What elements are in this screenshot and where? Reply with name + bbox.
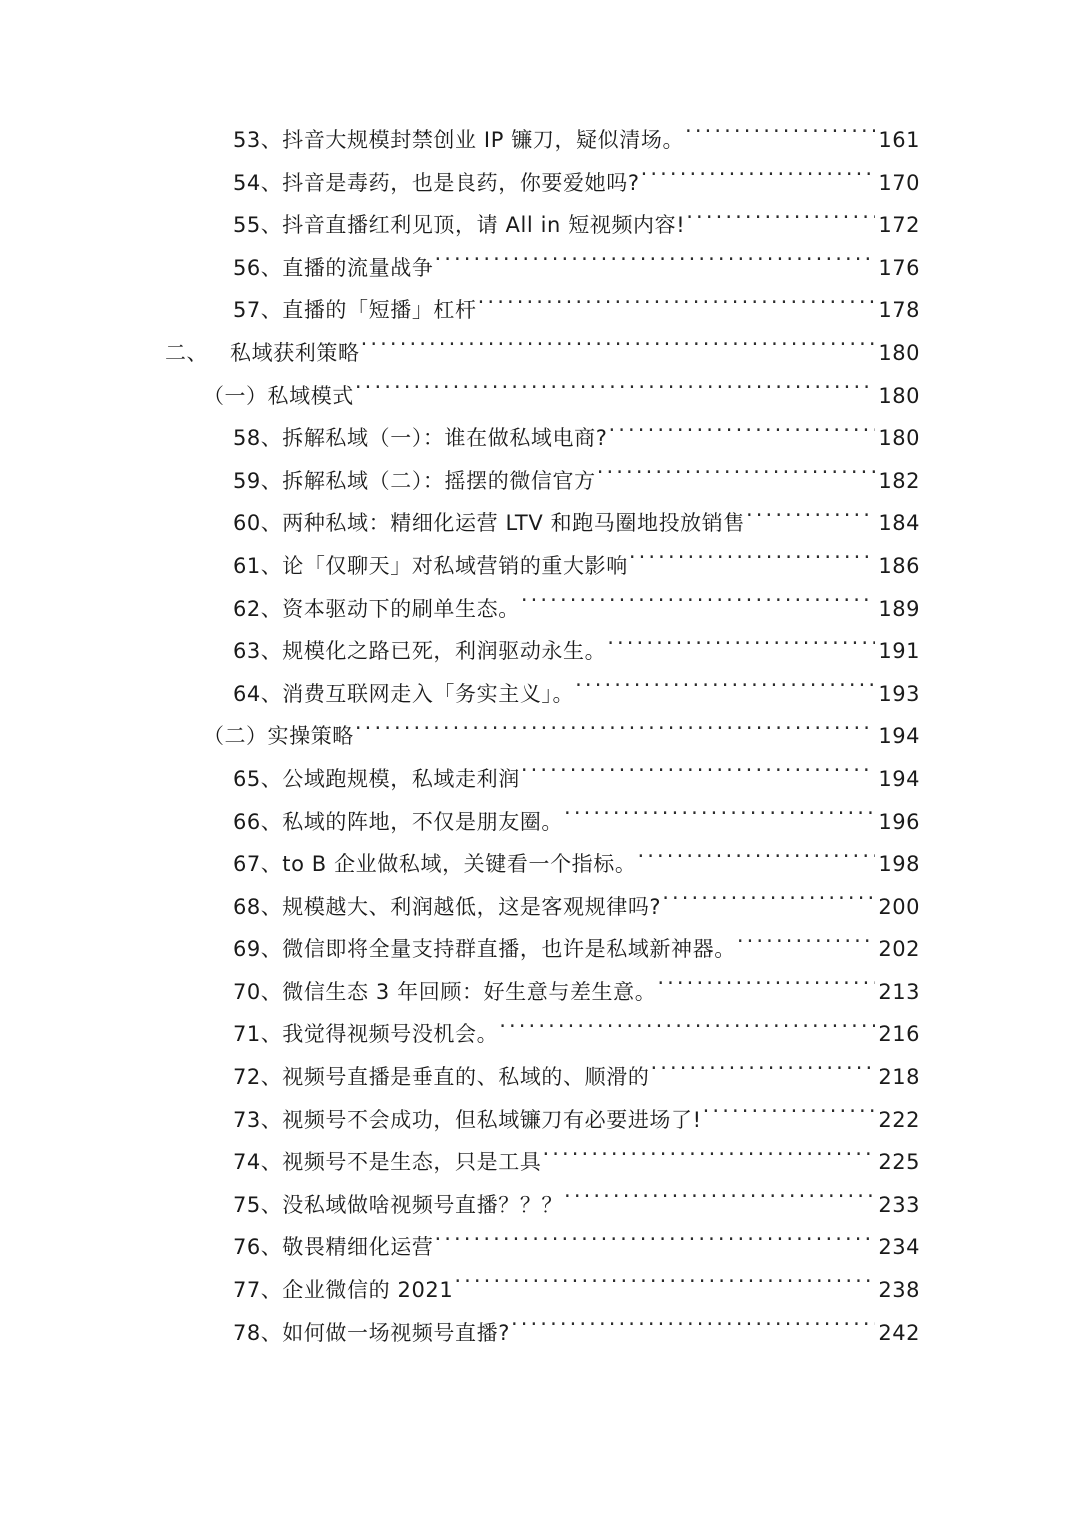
- toc-entry-title: 微信即将全量支持群直播，也许是私域新神器。: [282, 937, 736, 962]
- toc-entry-number: （二）: [203, 724, 268, 749]
- toc-entry-title: 消费互联网走入「务实主义」。: [282, 681, 575, 706]
- toc-entry-page-number: 193: [878, 681, 920, 706]
- toc-entry-title: 抖音是毒药，也是良药，你要爱她吗?: [282, 170, 640, 195]
- toc-entry-number: 57、: [233, 298, 283, 323]
- toc-leader-dots: [564, 808, 875, 829]
- toc-entry-number: 56、: [233, 255, 283, 280]
- toc-entry[interactable]: [0, 545, 1080, 588]
- toc-entry-title: 微信生态 3 年回顾：好生意与差生意。: [282, 979, 657, 1004]
- toc-entry[interactable]: [0, 417, 1080, 460]
- toc-leader-dots: [478, 296, 875, 317]
- toc-entry-title: 拆解私域（一）：谁在做私域电商?: [282, 426, 608, 451]
- toc-entry-title: to B 企业做私域，关键看一个指标。: [282, 852, 637, 877]
- toc-entry[interactable]: [0, 843, 1080, 886]
- toc-entry[interactable]: [0, 1013, 1080, 1056]
- toc-entry-title: 直播的「短播」杠杆: [282, 298, 477, 323]
- toc-entry-page-number: 180: [878, 383, 920, 408]
- toc-leader-dots: [597, 467, 875, 488]
- toc-entry-page-number: 213: [878, 979, 920, 1004]
- toc-entry-title: 私域模式: [267, 383, 354, 408]
- toc-entry[interactable]: [0, 460, 1080, 503]
- toc-entry-page-number: 178: [878, 298, 920, 323]
- toc-entry-number: 75、: [233, 1192, 283, 1217]
- toc-entry-number: 65、: [233, 766, 283, 791]
- toc-entry-page-number: 225: [878, 1150, 920, 1175]
- toc-entry-page-number: 180: [878, 426, 920, 451]
- toc-entry[interactable]: [0, 971, 1080, 1014]
- toc-entry-number: 77、: [233, 1278, 283, 1303]
- toc-entry-title: 两种私域：精细化运营 LTV 和跑马圈地投放销售: [282, 511, 745, 536]
- toc-entry-number: 72、: [233, 1065, 283, 1090]
- toc-entry-number: 59、: [233, 468, 283, 493]
- toc-leader-dots: [542, 1148, 875, 1169]
- toc-entry-title: 资本驱动下的刷单生态。: [282, 596, 520, 621]
- toc-entry[interactable]: [0, 673, 1080, 716]
- toc-entry[interactable]: [0, 162, 1080, 205]
- toc-entry-number: 62、: [233, 596, 283, 621]
- toc-entry[interactable]: [0, 1226, 1080, 1269]
- toc-entry-page-number: 218: [878, 1065, 920, 1090]
- toc-leader-dots: [575, 680, 875, 701]
- toc-leader-dots: [662, 893, 875, 914]
- toc-entry-page-number: 184: [878, 511, 920, 536]
- toc-entry-title: 规模化之路已死，利润驱动永生。: [282, 639, 607, 664]
- toc-entry-number: 63、: [233, 639, 283, 664]
- toc-entry-page-number: 200: [878, 894, 920, 919]
- toc-leader-dots: [521, 765, 875, 786]
- toc-leader-dots: [361, 339, 875, 360]
- toc-leader-dots: [686, 211, 875, 232]
- toc-entry-number: 二、: [165, 340, 208, 365]
- toc-entry-number: 66、: [233, 809, 283, 834]
- toc-entry-number: 69、: [233, 937, 283, 962]
- toc-entry-page-number: 180: [878, 340, 920, 365]
- toc-entry-title: 没私域做啥视频号直播？？？: [282, 1192, 564, 1217]
- toc-leader-dots: [434, 254, 875, 275]
- toc-entry-page-number: 233: [878, 1192, 920, 1217]
- toc-entry-title: 直播的流量战争: [282, 255, 434, 280]
- toc-leader-dots: [608, 424, 875, 445]
- toc-leader-dots: [685, 126, 875, 147]
- table-of-contents: [0, 119, 1080, 1354]
- toc-leader-dots: [637, 850, 875, 871]
- toc-entry-number: 58、: [233, 426, 283, 451]
- toc-entry-page-number: 196: [878, 809, 920, 834]
- toc-entry[interactable]: [0, 758, 1080, 801]
- toc-entry[interactable]: [0, 119, 1080, 162]
- toc-leader-dots: [434, 1233, 875, 1254]
- toc-entry[interactable]: [0, 332, 1080, 375]
- toc-leader-dots: [564, 1191, 875, 1212]
- toc-entry-title: 公域跑规模，私域走利润: [282, 766, 520, 791]
- toc-entry-page-number: 234: [878, 1235, 920, 1260]
- toc-entry-title: 论「仅聊天」对私域营销的重大影响: [282, 553, 628, 578]
- toc-entry-number: 61、: [233, 553, 283, 578]
- toc-entry-title: 私域获利策略: [230, 340, 360, 365]
- toc-leader-dots: [629, 552, 875, 573]
- toc-entry-number: 67、: [233, 852, 283, 877]
- toc-entry-title: 我觉得视频号没机会。: [282, 1022, 499, 1047]
- toc-entry[interactable]: [0, 502, 1080, 545]
- toc-leader-dots: [607, 637, 875, 658]
- toc-entry-page-number: 161: [878, 128, 920, 152]
- toc-entry[interactable]: [0, 630, 1080, 673]
- toc-entry[interactable]: [0, 588, 1080, 631]
- toc-entry-number: 74、: [233, 1150, 283, 1175]
- toc-entry-title: 实操策略: [267, 724, 354, 749]
- toc-entry-number: 70、: [233, 979, 283, 1004]
- toc-leader-dots: [454, 1276, 875, 1297]
- toc-entry-page-number: 186: [878, 553, 920, 578]
- toc-entry-title: 敬畏精细化运营: [282, 1235, 434, 1260]
- toc-leader-dots: [737, 935, 875, 956]
- toc-entry-page-number: 238: [878, 1278, 920, 1303]
- toc-entry[interactable]: [0, 289, 1080, 332]
- toc-entry-number: （一）: [203, 383, 268, 408]
- toc-entry-page-number: 198: [878, 852, 920, 877]
- toc-entry-page-number: 242: [878, 1320, 920, 1345]
- toc-entry-number: 78、: [233, 1320, 283, 1345]
- toc-entry[interactable]: [0, 1141, 1080, 1184]
- toc-leader-dots: [657, 978, 875, 999]
- toc-entry-page-number: 222: [878, 1107, 920, 1132]
- toc-entry-page-number: 216: [878, 1022, 920, 1047]
- toc-entry-number: 53、: [233, 128, 283, 152]
- toc-entry[interactable]: [0, 1184, 1080, 1227]
- toc-entry[interactable]: [0, 1056, 1080, 1099]
- toc-entry-number: 64、: [233, 681, 283, 706]
- toc-entry-title: 抖音大规模封禁创业 IP 镰刀，疑似清场。: [282, 128, 685, 152]
- toc-entry-page-number: 194: [878, 724, 920, 749]
- toc-entry-page-number: 182: [878, 468, 920, 493]
- toc-entry-page-number: 172: [878, 213, 920, 238]
- toc-leader-dots: [355, 722, 875, 743]
- toc-leader-dots: [650, 1063, 875, 1084]
- toc-entry-page-number: 191: [878, 639, 920, 664]
- toc-leader-dots: [355, 382, 875, 403]
- toc-entry-number: 60、: [233, 511, 283, 536]
- toc-leader-dots: [746, 509, 875, 530]
- toc-leader-dots: [641, 169, 875, 190]
- toc-entry-number: 68、: [233, 894, 283, 919]
- toc-entry[interactable]: [0, 247, 1080, 290]
- toc-entry[interactable]: [0, 886, 1080, 929]
- toc-entry[interactable]: [0, 715, 1080, 758]
- toc-leader-dots: [511, 1319, 875, 1340]
- toc-leader-dots: [703, 1106, 875, 1127]
- toc-entry-title: 规模越大、利润越低，这是客观规律吗?: [282, 894, 662, 919]
- toc-entry-page-number: 194: [878, 766, 920, 791]
- toc-entry[interactable]: [0, 1269, 1080, 1312]
- toc-entry[interactable]: [0, 801, 1080, 844]
- toc-entry-page-number: 202: [878, 937, 920, 962]
- toc-entry[interactable]: [0, 375, 1080, 418]
- toc-entry-page-number: 189: [878, 596, 920, 621]
- toc-entry-title: 企业微信的 2021: [282, 1278, 454, 1303]
- toc-entry-title: 拆解私域（二）：摇摆的微信官方: [282, 468, 596, 493]
- toc-entry[interactable]: [0, 1099, 1080, 1142]
- toc-entry-title: 视频号不会成功，但私域镰刀有必要进场了!: [282, 1107, 702, 1132]
- toc-entry-title: 视频号直播是垂直的、私域的、顺滑的: [282, 1065, 650, 1090]
- toc-entry-number: 71、: [233, 1022, 283, 1047]
- toc-entry-title: 抖音直播红利见顶，请 All in 短视频内容!: [282, 213, 686, 238]
- toc-entry[interactable]: [0, 1312, 1080, 1355]
- toc-leader-dots: [521, 595, 875, 616]
- toc-entry-page-number: 170: [878, 170, 920, 195]
- toc-entry-page-number: 176: [878, 255, 920, 280]
- toc-entry-number: 55、: [233, 213, 283, 238]
- toc-entry-number: 54、: [233, 170, 283, 195]
- toc-entry[interactable]: [0, 204, 1080, 247]
- toc-entry[interactable]: [0, 928, 1080, 971]
- toc-entry-title: 私域的阵地，不仅是朋友圈。: [282, 809, 564, 834]
- toc-entry-title: 如何做一场视频号直播?: [282, 1320, 510, 1345]
- toc-leader-dots: [499, 1020, 875, 1041]
- toc-entry-number: 73、: [233, 1107, 283, 1132]
- toc-entry-number: 76、: [233, 1235, 283, 1260]
- toc-entry-title: 视频号不是生态，只是工具: [282, 1150, 542, 1175]
